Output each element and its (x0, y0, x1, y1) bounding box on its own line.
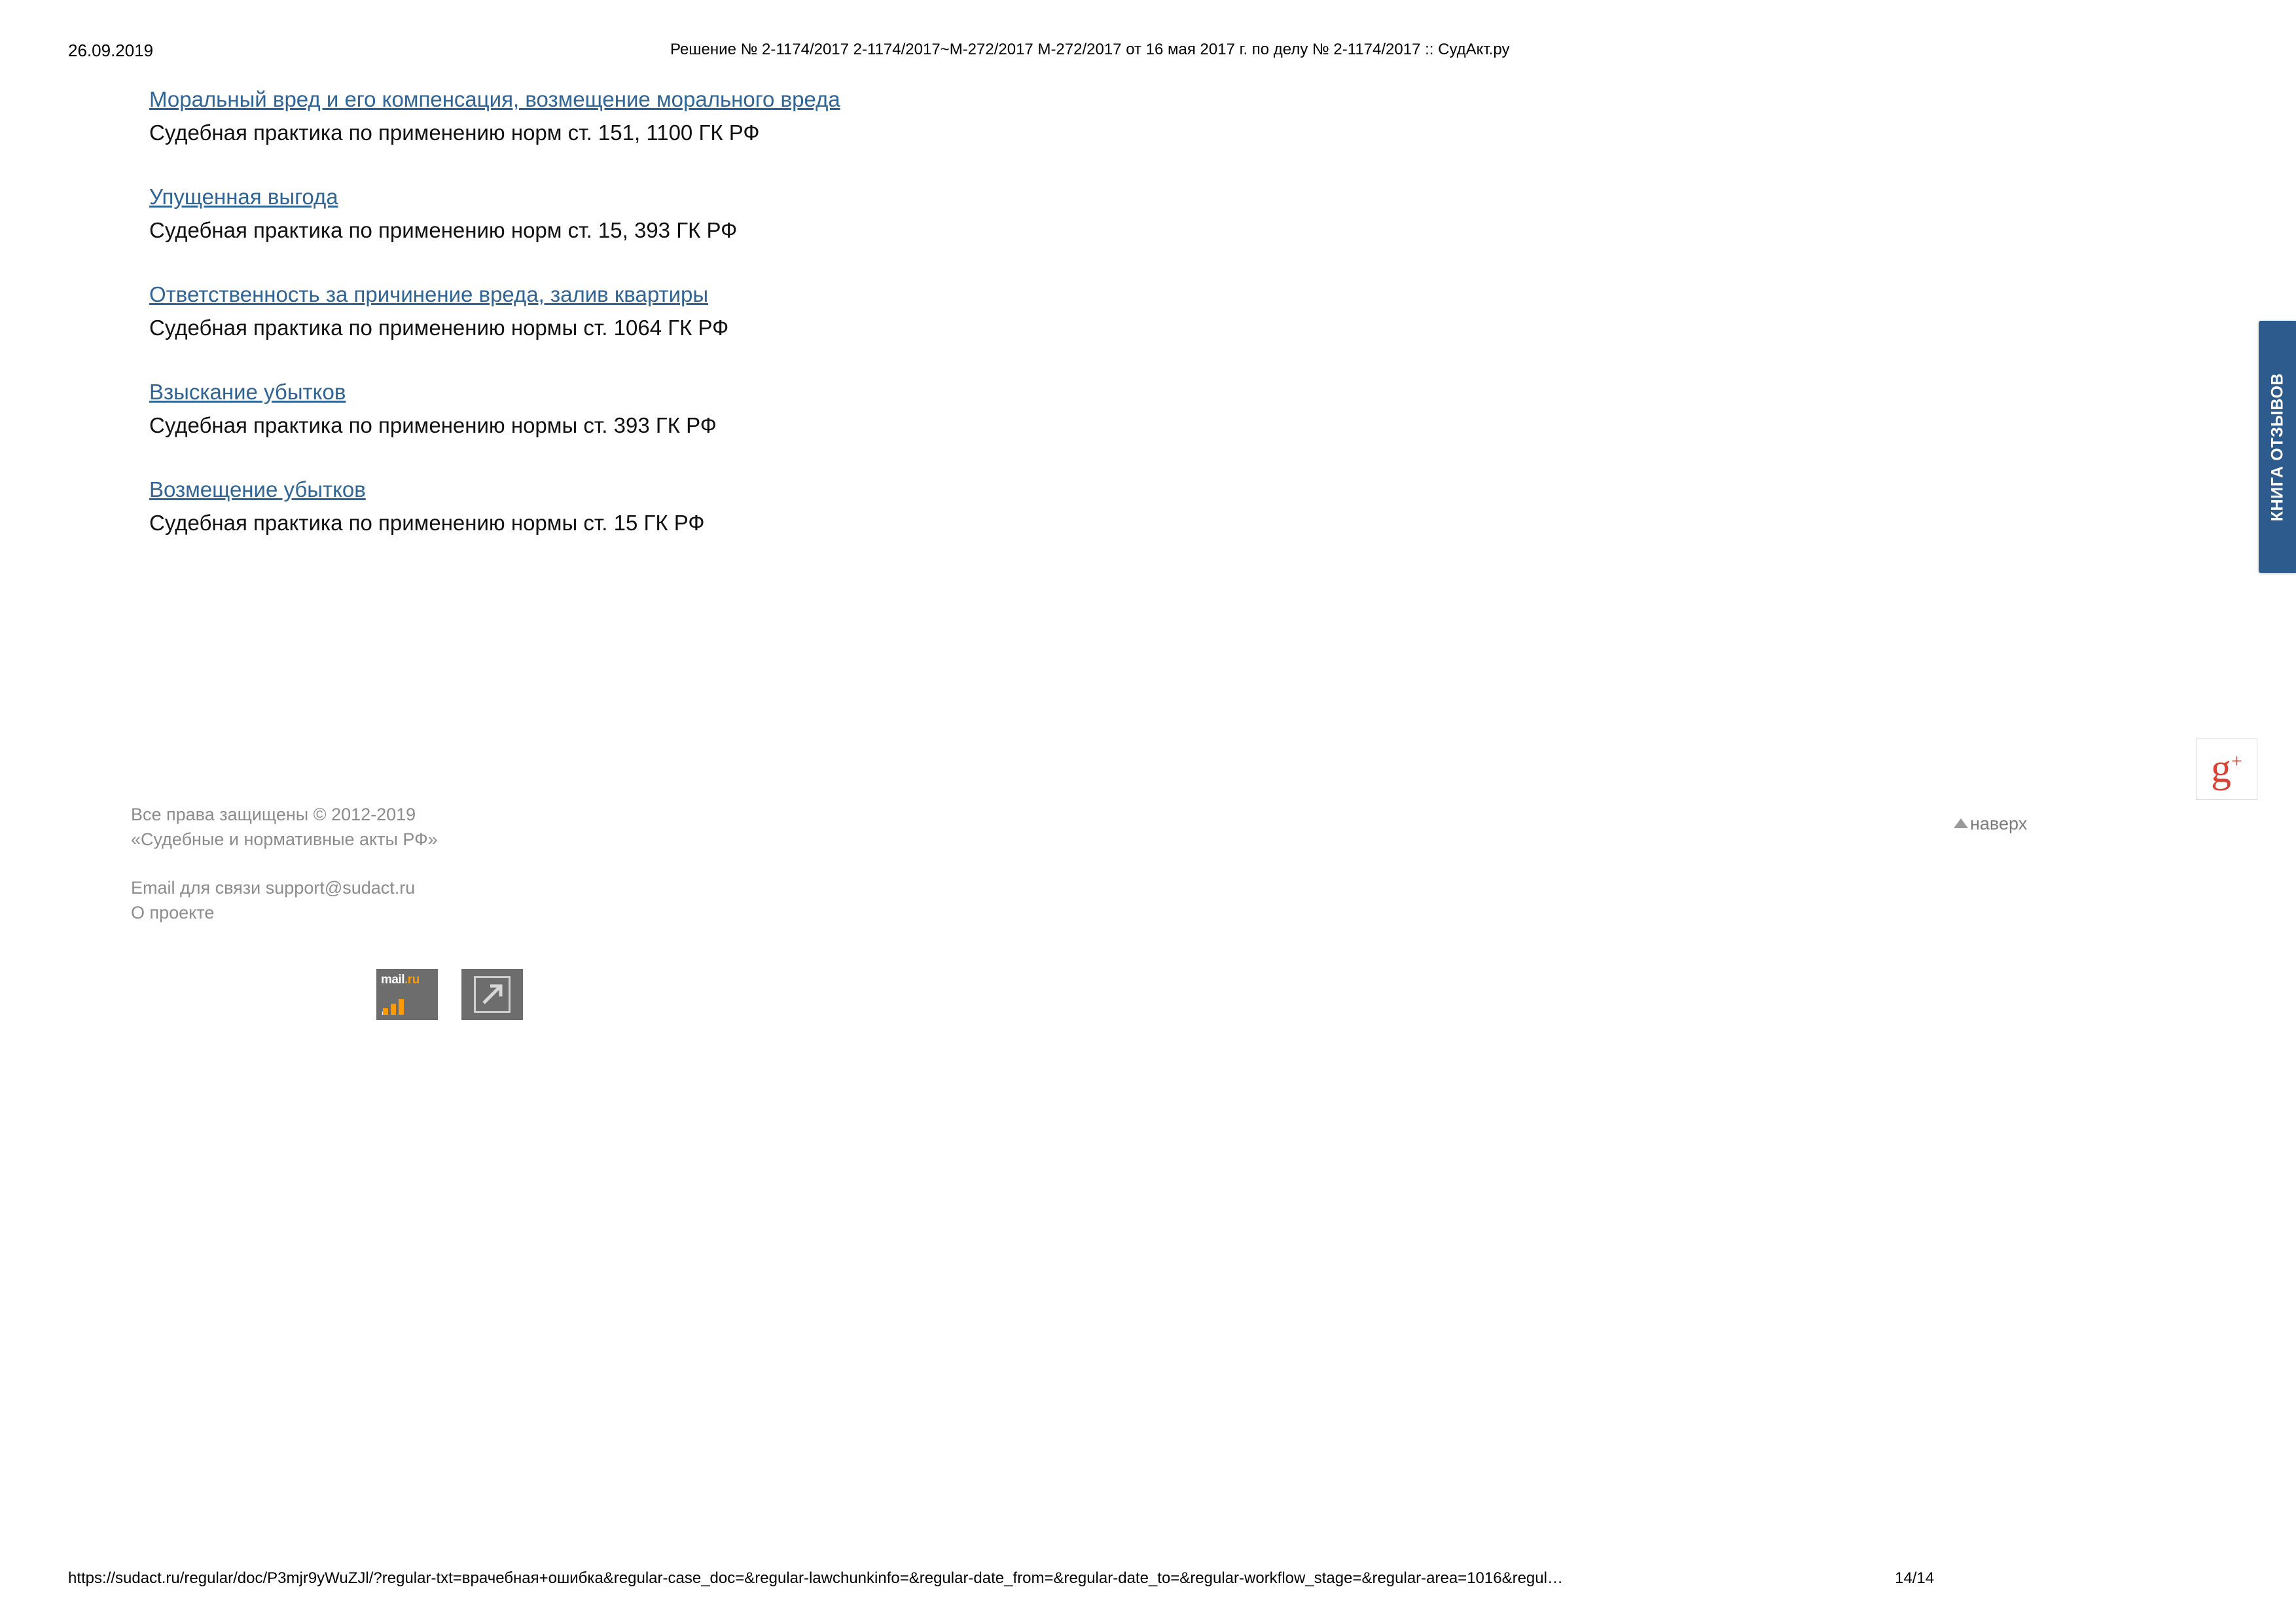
footer-copyright: Все права защищены © 2012-2019 (131, 805, 416, 824)
print-date: 26.09.2019 (68, 41, 154, 60)
related-practice-link[interactable]: Упущенная выгода (149, 185, 338, 209)
mailru-logo-text: mail.ru (381, 973, 420, 987)
footer-spacer (131, 852, 1571, 875)
footer-site-name: «Судебные и нормативные акты РФ» (131, 830, 438, 849)
footer-about-link[interactable]: О проекте (131, 903, 215, 922)
arrow-up-right-icon (474, 976, 511, 1013)
print-source-url: https://sudact.ru/regular/doc/P3mjr9yWuZJl/?regular-txt=врачебная+ошибка&regular-case_doc=&regular-lawchunkinfo=&regular-date_from=&regular-date_to=&regular-workflow_stage=&regular-area=1016&regul… (68, 1569, 1563, 1587)
list-item (149, 475, 1720, 538)
list-item (149, 183, 1720, 245)
list-item (149, 378, 1720, 440)
triangle-up-icon (1954, 818, 1968, 828)
rambler-counter-icon[interactable] (461, 969, 523, 1020)
related-practice-link[interactable]: Ответственность за причинение вреда, залив квартиры (149, 282, 709, 306)
related-practice-description: Судебная практика по применению нормы ст. 1064 ГК РФ (149, 316, 729, 340)
print-header (0, 41, 2296, 60)
related-practice-link[interactable]: Взыскание убытков (149, 380, 346, 404)
google-plus-icon[interactable] (2196, 739, 2257, 800)
related-practice-description: Судебная практика по применению норм ст. 15, 393 ГК РФ (149, 218, 738, 242)
feedback-book-tab-label: КНИГА ОТЗЫВОВ (2268, 373, 2286, 521)
related-practice-description: Судебная практика по применению норм ст. 151, 1100 ГК РФ (149, 120, 760, 145)
feedback-book-tab[interactable] (2259, 321, 2296, 573)
google-plus-glyph: g+ (2211, 746, 2242, 791)
back-to-top-label: наверх (1970, 814, 2028, 833)
mailru-bars-icon (383, 999, 404, 1015)
list-item (149, 85, 1720, 147)
related-practice-link[interactable]: Моральный вред и его компенсация, возмещение морального вреда (149, 87, 840, 111)
back-to-top-link[interactable] (1954, 814, 2027, 834)
related-practice-link[interactable]: Возмещение убытков (149, 477, 366, 501)
footer-counters (376, 969, 523, 1020)
print-page-number: 14/14 (1895, 1569, 1935, 1587)
print-footer (0, 1569, 2296, 1589)
mailru-counter-icon[interactable] (376, 969, 438, 1020)
list-item (149, 280, 1720, 342)
related-practice-list (149, 85, 1720, 573)
print-document-title: Решение № 2-1174/2017 2-1174/2017~М-272/2017 М-272/2017 от 16 мая 2017 г. по делу № 2-1174/2017 :: СудАкт.ру (670, 41, 1510, 58)
site-footer (131, 802, 1571, 925)
related-practice-description: Судебная практика по применению нормы ст. 15 ГК РФ (149, 511, 705, 535)
related-practice-description: Судебная практика по применению нормы ст. 393 ГК РФ (149, 413, 717, 437)
footer-email[interactable]: Email для связи support@sudact.ru (131, 878, 416, 898)
